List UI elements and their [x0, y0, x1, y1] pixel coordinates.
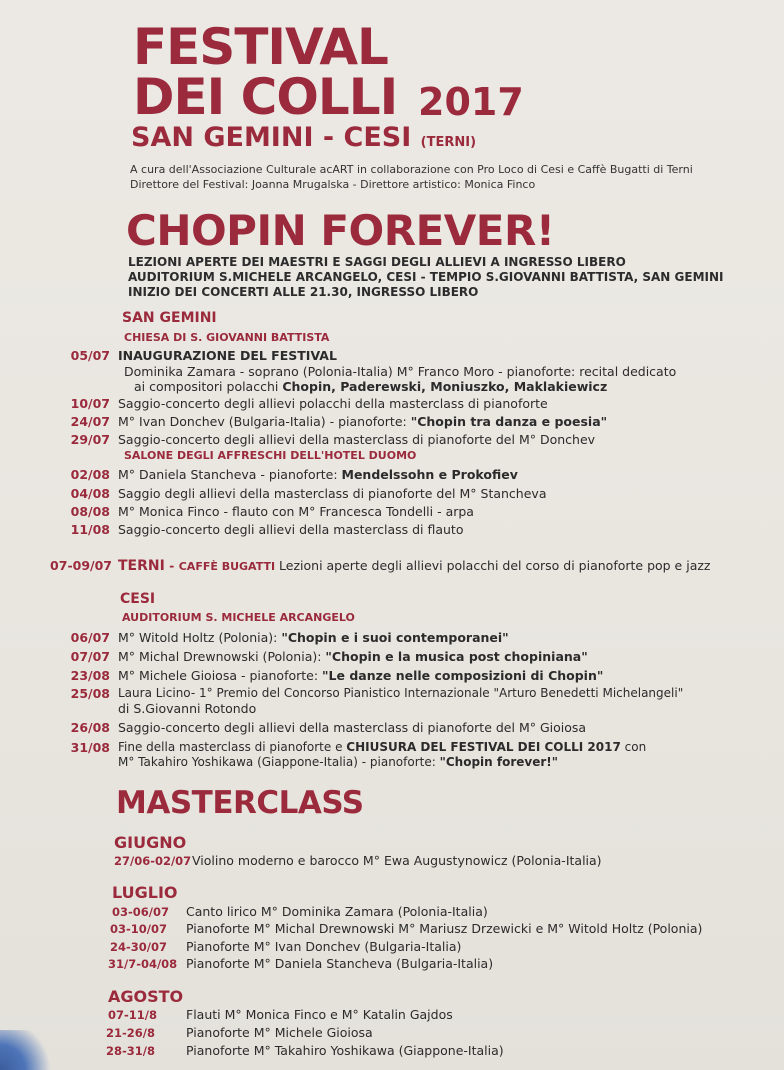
event-text	[118, 467, 518, 482]
event-date: 29/07	[70, 432, 110, 447]
location-text: SAN GEMINI - CESI	[131, 122, 412, 153]
terni-city: TERNI	[118, 558, 165, 574]
credits-line-1: A cura dell'Associazione Culturale acART in collaborazione con Pro Loco di Cesi e Caffè Bugatti di Terni	[130, 163, 693, 176]
event-program: "Chopin e i suoi contemporanei"	[281, 630, 509, 645]
event-detail: di S.Giovanni Rotondo	[118, 701, 257, 716]
event-title: INAUGURAZIONE DEL FESTIVAL	[118, 348, 337, 363]
event-program: Mendelssohn e Prokofiev	[341, 467, 518, 482]
event-date: 07/07	[70, 649, 110, 664]
masterclass-date: 31/7-04/08	[108, 957, 178, 971]
title-year: 2017	[418, 80, 524, 124]
event-program: "Chopin forever!"	[439, 755, 558, 769]
event-text	[118, 630, 509, 645]
venue-auditorium: AUDITORIUM S. MICHELE ARCANGELO	[122, 611, 355, 624]
masterclass-text: Violino moderno e barocco M° Ewa Augustynowicz (Polonia-Italia)	[192, 853, 602, 868]
masterclass-date: 27/06-02/07	[114, 854, 192, 868]
event-text	[118, 740, 646, 755]
month-agosto: AGOSTO	[108, 987, 184, 1006]
event-date: 06/07	[70, 630, 110, 645]
masterclass-text: Canto lirico M° Dominika Zamara (Polonia-Italia)	[186, 904, 488, 919]
event-detail-text: ai compositori polacchi	[134, 379, 283, 394]
month-luglio: LUGLIO	[112, 883, 178, 902]
terni-dash: -	[164, 558, 179, 573]
corner-decoration	[0, 1030, 60, 1070]
section-cesi: CESI	[120, 591, 156, 607]
closing-title: CHIUSURA DEL FESTIVAL DEI COLLI 2017	[346, 740, 621, 754]
location-suffix: (TERNI)	[420, 135, 477, 150]
terni-date: 07-09/07	[50, 558, 112, 573]
terni-venue: CAFFÈ BUGATTI	[178, 560, 276, 573]
event-detail	[134, 379, 607, 394]
masterclass-date: 07-11/8	[108, 1008, 157, 1022]
event-text	[118, 668, 603, 683]
event-date: 10/07	[70, 396, 110, 411]
title-festival: FESTIVAL	[133, 18, 388, 76]
event-text: M° Monica Finco - flauto con M° Francesca Tondelli - arpa	[118, 504, 474, 519]
event-detail	[118, 755, 558, 770]
event-performer: M° Michele Gioiosa - pianoforte:	[118, 668, 323, 683]
masterclass-text: Pianoforte M° Michal Drewnowski M° Mariusz Drzewicki e M° Witold Holtz (Polonia)	[186, 921, 703, 936]
event-program: "Chopin e la musica post chopiniana"	[325, 649, 588, 664]
event-text-part: Fine della masterclass di pianoforte e	[118, 740, 347, 754]
event-performer: M° Daniela Stancheva - pianoforte:	[118, 467, 342, 482]
section-san-gemini: SAN GEMINI	[122, 310, 217, 326]
terni-text	[118, 558, 710, 574]
event-text: Saggio degli allievi della masterclass di pianoforte del M° Stancheva	[118, 486, 547, 501]
event-text	[118, 414, 607, 429]
masterclass-text: Flauti M° Monica Finco e M° Katalin Gajdos	[186, 1007, 453, 1022]
lead-line-2: AUDITORIUM S.MICHELE ARCANGELO, CESI - TEMPIO S.GIOVANNI BATTISTA, SAN GEMINI	[128, 270, 724, 284]
masterclass-date: 28-31/8	[106, 1044, 155, 1058]
event-date: 05/07	[70, 348, 110, 363]
venue-chiesa: CHIESA DI S. GIOVANNI BATTISTA	[124, 331, 330, 344]
event-text	[118, 649, 588, 664]
event-date: 26/08	[70, 720, 110, 735]
masterclass-text: Pianoforte M° Michele Gioiosa	[186, 1025, 373, 1040]
chopin-forever-title: CHOPIN FOREVER!	[126, 206, 555, 255]
event-date: 24/07	[70, 414, 110, 429]
event-program: "Chopin tra danza e poesia"	[410, 414, 608, 429]
event-date: 11/08	[70, 522, 110, 537]
month-giugno: GIUGNO	[114, 833, 187, 852]
event-date: 02/08	[70, 467, 110, 482]
event-detail: Dominika Zamara - soprano (Polonia-Italia) M° Franco Moro - pianoforte: recital dedicato	[124, 364, 677, 379]
event-program: "Le danze nelle composizioni di Chopin"	[322, 668, 604, 683]
masterclass-text: Pianoforte M° Ivan Donchev (Bulgaria-Italia)	[186, 939, 462, 954]
event-text-part: con	[620, 740, 647, 754]
event-text: Laura Licino- 1° Premio del Concorso Pianistico Internazionale "Arturo Benedetti Michelangeli"	[118, 686, 684, 700]
event-text: Saggio-concerto degli allievi della masterclass di pianoforte del M° Donchev	[118, 432, 596, 447]
event-date: 25/08	[70, 686, 110, 701]
masterclass-text: Pianoforte M° Daniela Stancheva (Bulgaria-Italia)	[186, 956, 494, 971]
credits-line-2: Direttore del Festival: Joanna Mrugalska - Direttore artistico: Monica Finco	[130, 178, 536, 191]
composers: Chopin, Paderewski, Moniuszko, Maklakiewicz	[282, 379, 608, 394]
event-text: Saggio-concerto degli allievi della masterclass di pianoforte del M° Gioiosa	[118, 720, 587, 735]
venue-hotel-duomo: SALONE DEGLI AFFRESCHI DELL'HOTEL DUOMO	[124, 449, 417, 462]
masterclass-date: 21-26/8	[106, 1026, 155, 1040]
event-date: 23/08	[70, 668, 110, 683]
lead-line-3: INIZIO DEI CONCERTI ALLE 21.30, INGRESSO LIBERO	[128, 285, 479, 299]
event-date: 08/08	[70, 504, 110, 519]
event-performer: M° Takahiro Yoshikawa (Giappone-Italia) - pianoforte:	[118, 755, 440, 769]
event-date: 31/08	[70, 740, 110, 755]
event-performer: M° Ivan Donchev (Bulgaria-Italia) - pianoforte:	[118, 414, 411, 429]
event-date: 04/08	[70, 486, 110, 501]
title-dei-colli: DEI COLLI	[133, 68, 398, 126]
terni-description: Lezioni aperte degli allievi polacchi del corso di pianoforte pop e jazz	[275, 558, 711, 573]
lead-line-1: LEZIONI APERTE DEI MAESTRI E SAGGI DEGLI ALLIEVI A INGRESSO LIBERO	[128, 255, 626, 269]
masterclass-date: 24-30/07	[110, 940, 167, 954]
location-title	[131, 122, 476, 153]
event-text: Saggio-concerto degli allievi polacchi della masterclass di pianoforte	[118, 396, 548, 411]
masterclass-date: 03-06/07	[112, 905, 169, 919]
event-performer: M° Witold Holtz (Polonia):	[118, 630, 282, 645]
masterclass-title: MASTERCLASS	[116, 785, 364, 821]
event-performer: M° Michal Drewnowski (Polonia):	[118, 649, 326, 664]
event-text: Saggio-concerto degli allievi della masterclass di flauto	[118, 522, 464, 537]
masterclass-date: 03-10/07	[110, 922, 167, 936]
masterclass-text: Pianoforte M° Takahiro Yoshikawa (Giappone-Italia)	[186, 1043, 504, 1058]
